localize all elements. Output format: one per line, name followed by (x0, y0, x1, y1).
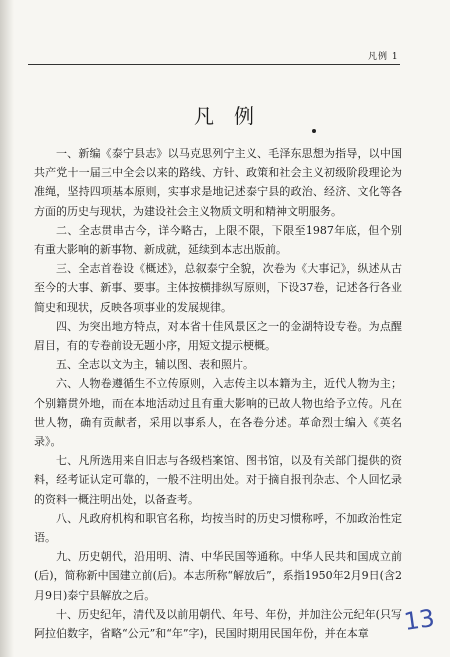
page-binding-shadow (0, 0, 14, 657)
handwritten-page-number: 13 (402, 604, 437, 636)
paragraph-9: 九、历史朝代，沿用明、清、中华民国等通称。中华人民共和国成立前(后)，简称新中国建立前(后)。本志所称“解放后”，系指1950年2月9日(含2月9日)泰宁县解放之后。 (34, 550, 402, 602)
header-rule (28, 64, 400, 65)
paragraph-2: 二、全志贯串古今，详今略古，上限不限，下限至1987年底，但个别有重大影响的新事物、新成就，延续到本志出版前。 (34, 223, 402, 257)
paragraph-4: 四、为突出地方特点，对本省十佳风景区之一的金湖特设专卷。为点醒眉目，有的专卷前设无题小序，用短文提示梗概。 (34, 319, 402, 353)
running-head: 凡例 1 (368, 52, 399, 62)
paragraph-3: 三、全志首卷设《概述》，总叙泰宁全貌，次卷为《大事记》，纵述从古至今的大事、新事、要事。主体按横排纵写原则，下设37卷，记述各行各业简史和现状，反映各项事业的发展规律。 (34, 262, 402, 314)
paragraph-10: 十、历史纪年，清代及以前用朝代、年号、年份，并加注公元纪年(只写阿拉伯数字，省略“公元”和“年”字)，民国时期用民国年份，并在本章 (34, 607, 402, 641)
paragraph-5: 五、全志以文为主，辅以图、表和照片。 (56, 358, 254, 372)
paragraph-6: 六、人物卷遵循生不立传原则，入志传主以本籍为主，近代人物为主；个别籍贯外地，而在本地活动过且有重大影响的已故人物也给予立传。凡在世人物，确有贡献者，采用以事系人，在各卷分述。革命烈士编入《英名录》。 (34, 377, 402, 449)
dot-mark (312, 129, 316, 133)
paragraph-8: 八、凡政府机构和职官名称，均按当时的历史习惯称呼，不加政治性定语。 (34, 511, 402, 545)
paragraph-7: 七、凡所选用来自旧志与各级档案馆、图书馆，以及有关部门提供的资料，经考证认定可靠的，一般不注明出处。对于摘自报刊杂志、个人回忆录的资料一概注明出处，以备查考。 (34, 454, 402, 506)
body-text (34, 144, 402, 643)
paragraph-1: 一、新编《泰宁县志》以马克思列宁主义、毛泽东思想为指导，以中国共产党十一届三中全会以来的路线、方针、政策和社会主义初级阶段理论为准绳，坚持四项基本原则，实事求是地记述泰宁县的政治、经济、文化等各方面的历史与现状，为建设社会主义物质文明和精神文明服务。 (34, 147, 402, 218)
page-title: 凡例 (194, 104, 274, 128)
